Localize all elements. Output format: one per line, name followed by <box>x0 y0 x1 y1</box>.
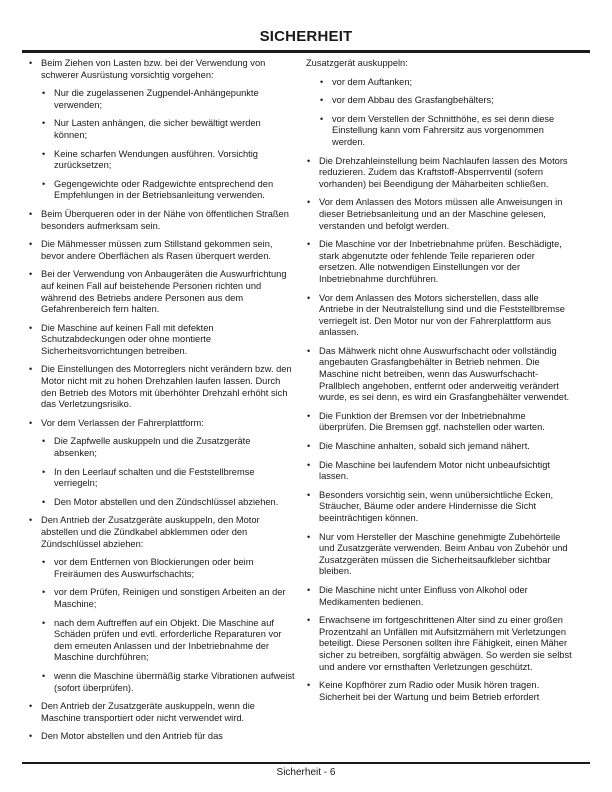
bullet-icon: • <box>29 417 33 428</box>
bullet-item <box>306 615 573 673</box>
bullet-item <box>306 441 573 453</box>
bullet-text: Besonders vorsichtig sein, wenn unübersichtliche Ecken, Sträucher, Bäume oder andere Hindernisse die Sicht beeinträchtigen können. <box>319 489 554 523</box>
bullet-icon: • <box>29 58 33 68</box>
bullet-text: Vor dem Anlassen des Motors sicherstellen, dass alle Antriebe in der Neutralstellung sind und die Feststellbremse verriegelt ist. Den Motor nur von der Fahrerplattform aus anlassen. <box>319 292 565 338</box>
bullet-icon: • <box>42 436 46 447</box>
bullet-icon: • <box>42 670 46 681</box>
sub-bullet-item <box>41 497 295 509</box>
bullet-text: Die Funktion der Bremsen vor der Inbetriebnahme überprüfen. Die Bremsen ggf. nachstellen oder warten. <box>319 410 545 433</box>
bullet-icon: • <box>320 113 324 124</box>
bullet-icon: • <box>307 459 311 470</box>
bullet-icon: • <box>29 208 33 219</box>
bullet-text: wenn die Maschine übermäßig starke Vibrationen aufweist (sofort überprüfen). <box>54 670 295 693</box>
header-rule <box>22 50 590 53</box>
bullet-icon: • <box>42 88 46 99</box>
sub-bullet-item <box>41 88 295 111</box>
bullet-item <box>306 293 573 339</box>
bullet-item <box>28 701 295 724</box>
bullet-icon: • <box>42 617 46 628</box>
bullet-icon: • <box>307 489 311 500</box>
right-column <box>306 58 573 710</box>
bullet-icon: • <box>42 118 46 129</box>
bullet-text: Zusatzgerät auskuppeln: <box>306 58 408 68</box>
bullet-icon: • <box>42 178 46 189</box>
bullet-icon: • <box>307 155 311 166</box>
bullet-icon: • <box>29 269 33 280</box>
bullet-text: vor dem Entfernen von Blockierungen oder beim Freiräumen des Auswurfschachts; <box>54 557 254 579</box>
sub-bullet-item <box>41 587 295 610</box>
bullet-text: vor dem Abbau des Grasfangbehälters; <box>332 95 494 106</box>
sub-bullet-item <box>41 618 295 664</box>
bullet-text: In den Leerlauf schalten und die Feststellbremse verriegeln; <box>54 466 255 489</box>
bullet-item <box>28 731 295 743</box>
bullet-icon: • <box>42 496 46 507</box>
sub-bullet-item <box>41 179 295 202</box>
bullet-text: Nur vom Hersteller der Maschine genehmigte Zubehörteile und Zusatzgeräte verwenden. Beim Anbau von Zubehör und Zusatzgeräten müssen die Sicherheitsaufkleber sichtbar bleiben. <box>319 531 568 577</box>
bullet-item <box>306 239 573 285</box>
bullet-text: vor dem Auftanken; <box>332 76 413 87</box>
bullet-item <box>306 156 573 191</box>
continued-text <box>306 58 573 70</box>
bullet-text: Vor dem Anlassen des Motors müssen alle Anweisungen in dieser Betriebsanleitung und an der Maschine gelesen, verstanden und befolgt werden. <box>319 197 563 231</box>
sub-bullet-item <box>319 95 573 107</box>
bullet-icon: • <box>29 701 33 712</box>
page-title: SICHERHEIT <box>259 28 353 45</box>
bullet-text: Den Antrieb der Zusatzgeräte auskuppeln, wenn die Maschine transportiert oder nicht verwendet wird. <box>41 701 255 723</box>
bullet-text: Die Einstellungen des Motorreglers nicht verändern bzw. den Motor nicht mit zu hohen Drehzahlen laufen lassen. Durch den Betrieb des Motors mit überhöhter Drehzahl erhöht sich das Verletzungsrisiko. <box>41 364 292 410</box>
bullet-text: Keine scharfen Wendungen ausführen. Vorsichtig zurücksetzen; <box>54 148 258 171</box>
bullet-text: Erwachsene im fortgeschrittenen Alter sind zu einer großen Prozentzahl an Unfällen mit Aufsitzmähern mit Verletzungen beteiligt. Diese Personen sollten ihre Fähigkeit, einen Mäher sicher zu betreiben, sorgfältig abwägen. So werden sie selbst und andere vor ernsthaften Verletzungen geschützt. <box>319 615 572 672</box>
bullet-item <box>306 411 573 434</box>
bullet-item <box>28 418 295 430</box>
bullet-icon: • <box>307 410 311 421</box>
bullet-item <box>28 364 295 410</box>
bullet-icon: • <box>307 615 311 626</box>
bullet-item <box>28 323 295 358</box>
page-footer: Sicherheit - 6 <box>276 767 336 778</box>
bullet-item <box>306 532 573 578</box>
bullet-icon: • <box>307 680 311 691</box>
bullet-item <box>306 197 573 232</box>
bullet-item <box>306 490 573 525</box>
bullet-item <box>28 209 295 232</box>
bullet-text: Gegengewichte oder Radgewichte entsprechend den Empfehlungen in der Betriebsanleitung verwenden. <box>54 178 274 201</box>
left-column <box>28 58 295 750</box>
bullet-icon: • <box>320 76 324 87</box>
sub-bullet-item <box>41 118 295 141</box>
bullet-text: Das Mähwerk nicht ohne Auswurfschacht oder vollständig angebauten Grasfangbehälter in Betrieb nehmen. Die Maschine nicht betreiben, wenn das Auswurfschacht-Prallblech angehoben, entfernt oder anderweitig verändert wurde, es sei denn, es wird ein Grasfangbehälter verwendet. <box>319 345 570 403</box>
sub-bullet-item <box>41 149 295 172</box>
bullet-icon: • <box>307 441 311 452</box>
bullet-icon: • <box>29 239 33 250</box>
bullet-icon: • <box>307 239 311 250</box>
bullet-text: nach dem Auftreffen auf ein Objekt. Die Maschine auf Schäden prüfen und evtl. erforderliche Reparaturen vor dem erneuten Anlassen und der Inbetriebnahme der Maschine durchführen; <box>54 617 282 663</box>
bullet-text: Die Maschine vor der Inbetriebnahme prüfen. Beschädigte, stark abgenutzte oder fehlende Teile reparieren oder ersetzen. Alle notwendigen Einstellungen vor der Inbetriebnahme durchführen. <box>319 239 562 284</box>
bullet-text: Beim Ziehen von Lasten bzw. bei der Verwendung von schwerer Ausrüstung vorsichtig vorgehen: <box>41 58 266 80</box>
bullet-icon: • <box>42 466 46 477</box>
bullet-icon: • <box>307 197 311 208</box>
bullet-icon: • <box>307 584 311 595</box>
bullet-text: Die Mähmesser müssen zum Stillstand gekommen sein, bevor andere Oberflächen als Rasen überquert werden. <box>41 239 273 261</box>
bullet-item <box>28 269 295 315</box>
bullet-item <box>306 680 573 703</box>
bullet-text: Den Motor abstellen und den Antrieb für das <box>41 731 223 742</box>
sub-bullet-item <box>41 467 295 490</box>
bullet-icon: • <box>42 148 46 159</box>
bullet-item <box>28 515 295 550</box>
bullet-icon: • <box>320 95 324 106</box>
bullet-item <box>306 585 573 608</box>
bullet-text: Die Maschine bei laufendem Motor nicht unbeaufsichtigt lassen. <box>319 459 551 482</box>
bullet-text: Die Drehzahleinstellung beim Nachlaufen lassen des Motors reduzieren. Zudem das Kraftstoff-Absperrventil (sofern vorhanden) bei Beendigung der Mäharbeiten schließen. <box>319 155 568 189</box>
bullet-icon: • <box>307 531 311 542</box>
bullet-text: Die Maschine anhalten, sobald sich jemand nähert. <box>319 441 530 452</box>
bullet-text: Keine Kopfhörer zum Radio oder Musik hören tragen. Sicherheit bei der Wartung und beim Betrieb erfordert <box>319 680 540 702</box>
bullet-text: Die Maschine nicht unter Einfluss von Alkohol oder Medikamenten bedienen. <box>319 584 528 607</box>
bullet-icon: • <box>29 515 33 526</box>
bullet-text: Die Maschine auf keinen Fall mit defekten Schutzabdeckungen oder ohne montierte Sicherheitsvorrichtungen betreiben. <box>41 322 214 356</box>
bullet-text: Beim Überqueren oder in der Nähe von öffentlichen Straßen besonders aufmerksam sein. <box>41 208 289 231</box>
bullet-text: Den Motor abstellen und den Zündschlüssel abziehen. <box>54 496 279 507</box>
bullet-item <box>306 346 573 404</box>
sub-bullet-item <box>319 114 573 149</box>
bullet-item <box>28 239 295 262</box>
bullet-text: Den Antrieb der Zusatzgeräte auskuppeln, den Motor abstellen und die Zündkabel abklemmen oder den Zündschlüssel abziehen: <box>41 515 260 549</box>
bullet-item <box>306 460 573 483</box>
bullet-text: Vor dem Verlassen der Fahrerplattform: <box>41 417 204 428</box>
bullet-icon: • <box>29 731 33 742</box>
sub-bullet-item <box>41 436 295 459</box>
bullet-text: Die Zapfwelle auskuppeln und die Zusatzgeräte absenken; <box>54 436 251 459</box>
footer-rule <box>22 762 590 764</box>
bullet-icon: • <box>307 292 311 303</box>
bullet-text: Nur die zugelassenen Zugpendel-Anhängepunkte verwenden; <box>54 88 259 110</box>
bullet-item <box>28 58 295 81</box>
sub-bullet-item <box>41 671 295 694</box>
bullet-text: Bei der Verwendung von Anbaugeräten die Auswurfrichtung auf keinen Fall auf beistehende Personen richten und während des Betriebs andere Personen aus dem Gefahrenbereich fern halten. <box>41 269 287 315</box>
sub-bullet-item <box>41 557 295 580</box>
bullet-text: vor dem Verstellen der Schnitthöhe, es sei denn diese Einstellung kann vom Fahrersitz aus vorgenommen werden. <box>332 113 555 147</box>
bullet-icon: • <box>29 322 33 333</box>
bullet-text: Nur Lasten anhängen, die sicher bewältigt werden können; <box>54 118 261 140</box>
sub-bullet-item <box>319 77 573 89</box>
bullet-icon: • <box>29 364 33 375</box>
bullet-icon: • <box>307 345 311 356</box>
bullet-text: vor dem Prüfen, Reinigen und sonstigen Arbeiten an der Maschine; <box>54 587 286 609</box>
bullet-icon: • <box>42 587 46 598</box>
bullet-icon: • <box>42 557 46 568</box>
